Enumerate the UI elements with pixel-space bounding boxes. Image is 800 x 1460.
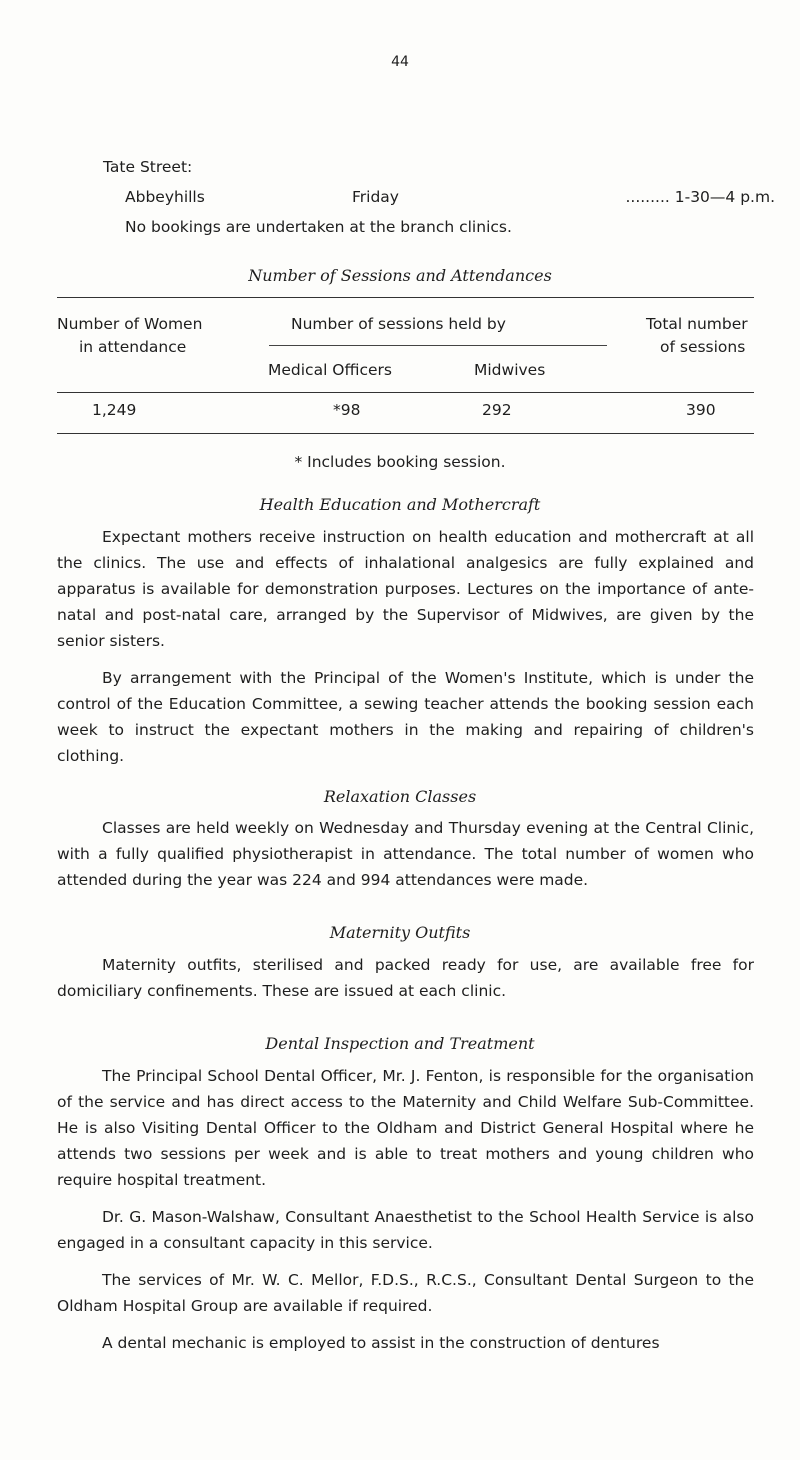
header-midwives: Midwives xyxy=(474,361,546,379)
clinic-name: Abbeyhills xyxy=(125,188,205,206)
section-relaxation-classes xyxy=(57,815,754,893)
maternity-paragraph-1: Maternity outfits, sterilised and packed ready for use, are available free for domiciliary confinements. These are issued at each clinic. xyxy=(57,956,754,1000)
header-sessions: Number of sessions held by xyxy=(291,315,506,333)
table-header-rule xyxy=(57,392,754,393)
cell-midwives: 292 xyxy=(482,401,512,419)
table-top-rule xyxy=(57,297,754,298)
header-women-line1: Number of Women xyxy=(57,315,203,333)
dental-paragraph-3: The services of Mr. W. C. Mellor, F.D.S., R.C.S., Consultant Dental Surgeon to the Oldham Hospital Group are available if required. xyxy=(57,1271,754,1315)
table-footnote: * Includes booking session. xyxy=(294,453,506,471)
relaxation-paragraph-1: Classes are held weekly on Wednesday and Thursday evening at the Central Clinic, with a fully qualified physiotherapist in attendance. The total number of women who attended during the year was 224 and 994 attendances were made. xyxy=(57,819,754,889)
table-bottom-rule xyxy=(57,433,754,434)
header-divider xyxy=(269,345,607,346)
heading-relaxation-classes: Relaxation Classes xyxy=(323,787,477,806)
heading-maternity-outfits: Maternity Outfits xyxy=(329,923,471,942)
section-dental xyxy=(57,1063,754,1356)
table-title: Number of Sessions and Attendances xyxy=(248,266,552,285)
header-women-line2: in attendance xyxy=(79,338,187,356)
cell-total: 390 xyxy=(686,401,716,419)
cell-women: 1,249 xyxy=(92,401,137,419)
health-paragraph-1: Expectant mothers receive instruction on health education and mothercraft at all the clinics. The use and effects of inhalational analgesics are fully explained and apparatus is available for demonstration purposes. Lectures on the importance of ante-natal and post-natal care, arranged by the Supervisor of Midwives, are given by the senior sisters. xyxy=(57,528,754,650)
no-bookings-note: No bookings are undertaken at the branch clinics. xyxy=(125,218,512,236)
section-health-education xyxy=(57,524,754,769)
heading-dental: Dental Inspection and Treatment xyxy=(265,1034,535,1053)
heading-health-education: Health Education and Mothercraft xyxy=(259,495,541,514)
dental-paragraph-2: Dr. G. Mason-Walshaw, Consultant Anaesthetist to the School Health Service is also engaged in a consultant capacity in this service. xyxy=(57,1208,754,1252)
page-number: 44 xyxy=(391,54,409,70)
clinic-day: Friday xyxy=(352,188,399,206)
clinic-street: Tate Street: xyxy=(103,158,193,176)
header-total-line2: of sessions xyxy=(660,338,746,356)
dental-paragraph-4: A dental mechanic is employed to assist in the construction of dentures xyxy=(102,1334,660,1352)
header-total-line1: Total number xyxy=(646,315,748,333)
cell-medical-officers: *98 xyxy=(333,401,361,419)
section-maternity-outfits xyxy=(57,952,754,1004)
health-paragraph-2: By arrangement with the Principal of the Women's Institute, which is under the control of the Education Committee, a sewing teacher attends the booking session each week to instruct the expectant mothers in the making and repairing of children's clothing. xyxy=(57,669,754,765)
clinic-time: ......... 1-30—4 p.m. xyxy=(625,188,775,206)
dental-paragraph-1: The Principal School Dental Officer, Mr. J. Fenton, is responsible for the organisation of the service and has direct access to the Maternity and Child Welfare Sub-Committee. He is also Visiting Dental Officer to the Oldham and District General Hospital where he attends two sessions per week and is able to treat mothers and young children who require hospital treatment. xyxy=(57,1067,754,1189)
header-medical-officers: Medical Officers xyxy=(268,361,392,379)
